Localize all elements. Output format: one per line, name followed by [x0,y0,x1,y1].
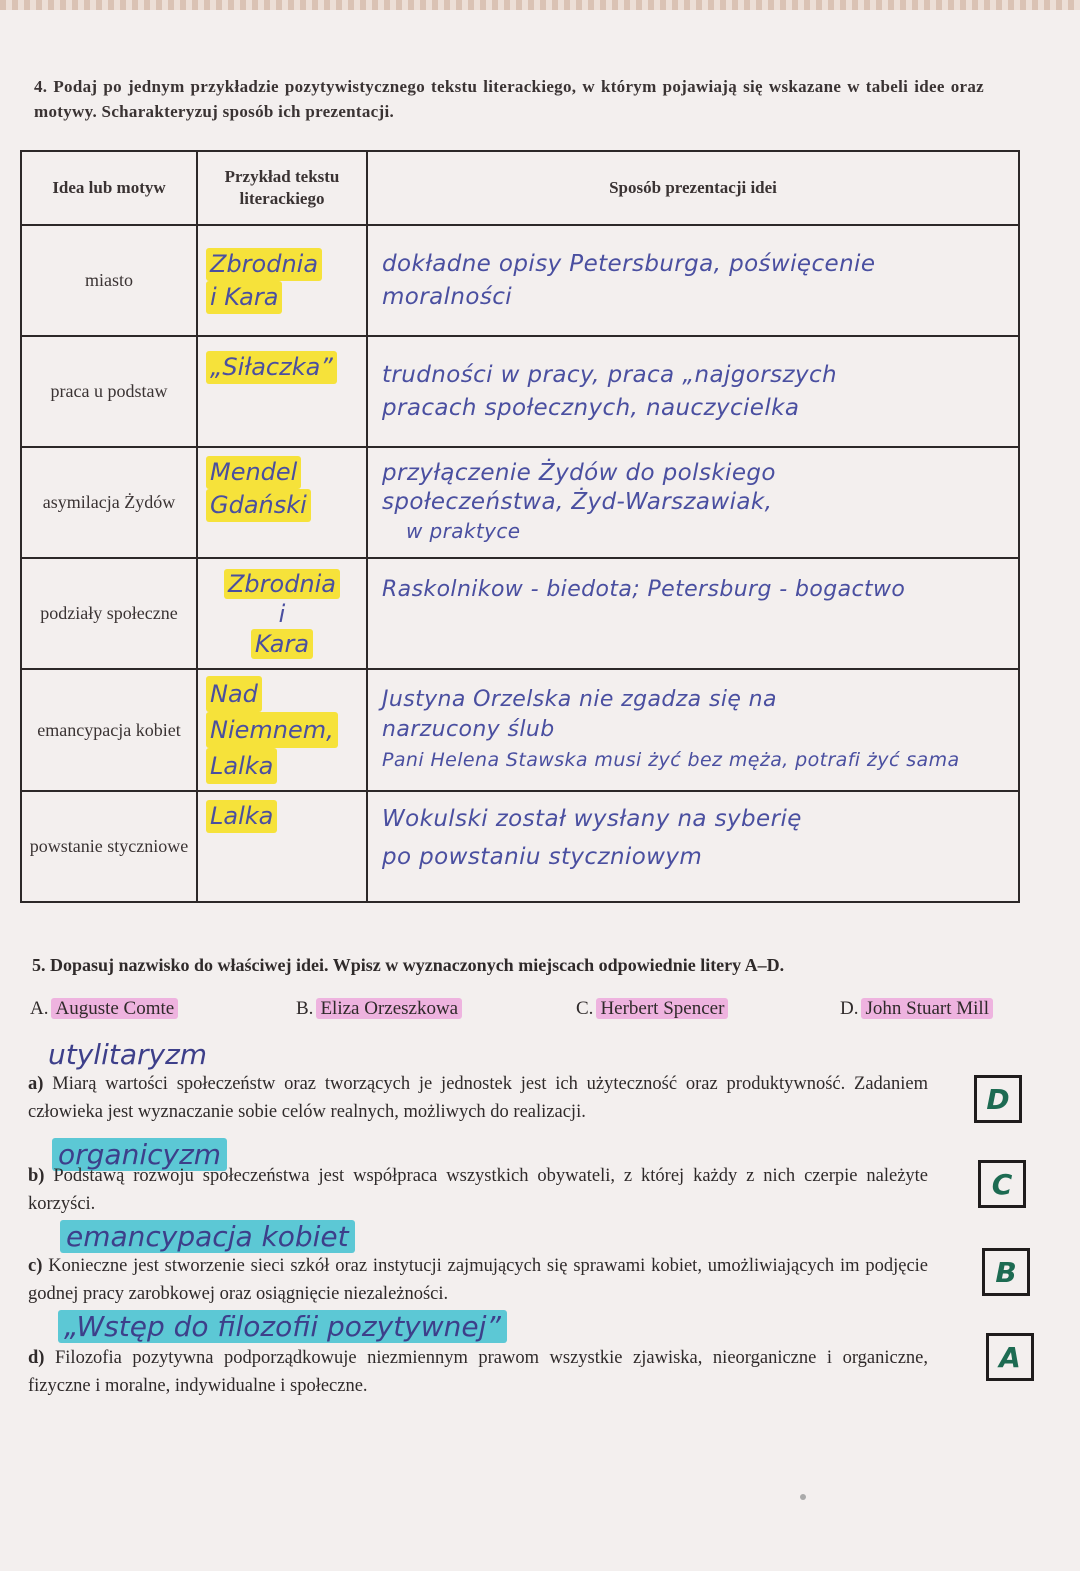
annotation-tag: utylitaryzm [48,1038,208,1071]
example-line: Nad [206,676,262,712]
presentation-line: Wokulski został wysłany na syberię [382,806,802,832]
table-row [21,336,1019,447]
presentation-cell[interactable] [367,669,1019,791]
example-line: Mendel [206,456,301,489]
tag-highlight: organicyzm [52,1138,227,1171]
option-name: Auguste Comte [51,998,178,1019]
header-presentation: Sposób prezentacji idei [367,151,1019,225]
answer-box-d[interactable]: A [986,1333,1034,1381]
presentation-line: przyłączenie Żydów do polskiego [382,460,776,486]
presentation-cell[interactable] [367,447,1019,558]
example-line: „Siłaczka” [206,351,337,384]
presentation-line: trudności w pracy, praca „najgorszych [382,361,837,388]
statement-label: a) [28,1074,44,1094]
presentation-line: narzucony ślub [382,717,555,742]
header-example: Przykład tekstu literackiego [197,151,367,225]
question-4-prompt: 4. Podaj po jednym przykładzie pozytywistycznego tekstu literackiego, w którym pojawiają się wskazane w tabeli idee oraz motywy. Scharakteryzuj sposób ich prezentacji. [34,77,984,121]
table-header-row [21,151,1019,225]
statement-text: Konieczne jest stworzenie sieci szkół oraz instytucji zajmujących się sprawami kobiet, umożliwiających im podjęcie godnej pracy zarobkowej oraz osiągnięcie niezależności. [28,1256,929,1304]
example-cell[interactable] [197,336,367,447]
option-letter: C. [576,998,594,1019]
option-name: Herbert Spencer [596,998,728,1019]
example-cell[interactable] [197,558,367,669]
option-letter: D. [840,998,859,1019]
answer-box-b[interactable]: C [978,1160,1026,1208]
example-line: Zbrodnia [206,248,322,281]
idea-cell: podziały społeczne [21,558,197,669]
ideas-table [20,150,1020,903]
presentation-line: Raskolnikow - biedota; Petersburg - bogactwo [382,577,906,602]
option-name: Eliza Orzeszkowa [316,998,462,1019]
presentation-line: społeczeństwa, Żyd-Warszawiak, [382,489,773,515]
statement-d [28,1344,928,1400]
header-idea: Idea lub motyw [21,151,197,225]
answer-box-c[interactable]: B [982,1248,1030,1296]
tag-highlight: „Wstęp do filozofii pozytywnej” [58,1310,507,1343]
annotation-tag [60,1220,355,1254]
option-name: John Stuart Mill [861,998,993,1019]
example-line: Kara [251,629,313,659]
annotation-tag [58,1310,507,1344]
statement-label: c) [28,1256,43,1276]
idea-cell: asymilacja Żydów [21,447,197,558]
example-cell[interactable] [197,791,367,902]
statement-c [28,1252,928,1308]
option-letter: B. [296,998,314,1019]
presentation-cell[interactable] [367,558,1019,669]
table-row [21,669,1019,791]
example-cell[interactable] [197,447,367,558]
example-line: i Kara [206,281,282,314]
table-row [21,447,1019,558]
option-b [296,998,462,1020]
table-row [21,791,1019,902]
statement-text: Filozofia pozytywna podporządkowuje niezmiennym prawom wszystkie zjawiska, nieorganiczne i organiczne, fizyczne i moralne, indywidualne i społeczne. [28,1348,928,1396]
presentation-line: po powstaniu styczniowym [382,844,703,870]
example-line: Niemnem, [206,712,338,748]
example-cell[interactable] [197,669,367,791]
option-letter: A. [30,998,49,1019]
statement-text: Podstawą rozwoju społeczeństwa jest współpraca wszystkich obywateli, z której każdy z nich czerpie należyte korzyści. [28,1166,929,1214]
question-5-prompt: 5. Dopasuj nazwisko do właściwej idei. Wpisz w wyznaczonych miejscach odpowiednie litery A–D. [32,955,785,975]
idea-cell: powstanie styczniowe [21,791,197,902]
paper-speck [800,1494,806,1500]
example-line: Gdański [206,489,311,522]
presentation-cell[interactable] [367,791,1019,902]
presentation-line: Pani Helena Stawska musi żyć bez męża, potrafi żyć sama [382,749,960,771]
option-c [576,998,728,1020]
table-row [21,225,1019,336]
presentation-line: moralności [382,283,513,310]
presentation-line: w praktyce [406,519,521,543]
presentation-line: Justyna Orzelska nie zgadza się na [382,687,777,712]
answer-box-a[interactable]: D [974,1075,1022,1123]
example-line: Zbrodnia [224,569,340,599]
table-row [21,558,1019,669]
paper-edge [0,0,1080,10]
idea-cell: miasto [21,225,197,336]
example-line: Lalka [206,748,277,784]
statement-text: Miarą wartości społeczeństw oraz tworzących je jednostek jest ich użyteczność oraz produktywność. Zadaniem człowieka jest wyznaczanie sobie celów realnych, możliwych do realizacji. [28,1074,929,1122]
statement-label: b) [28,1166,45,1186]
option-d [840,998,993,1020]
statement-a [28,1070,928,1126]
statement-b [28,1162,928,1218]
tag-highlight: emancypacja kobiet [60,1220,355,1253]
statement-label: d) [28,1348,45,1368]
presentation-line: pracach społecznych, nauczycielka [382,394,800,421]
idea-cell: praca u podstaw [21,336,197,447]
option-a [30,998,178,1020]
example-line: Lalka [206,800,277,833]
idea-cell: emancypacja kobiet [21,669,197,791]
example-line: i [278,599,286,628]
presentation-line: dokładne opisy Petersburga, poświęcenie [382,250,876,277]
presentation-cell[interactable] [367,225,1019,336]
example-cell[interactable] [197,225,367,336]
presentation-cell[interactable] [367,336,1019,447]
